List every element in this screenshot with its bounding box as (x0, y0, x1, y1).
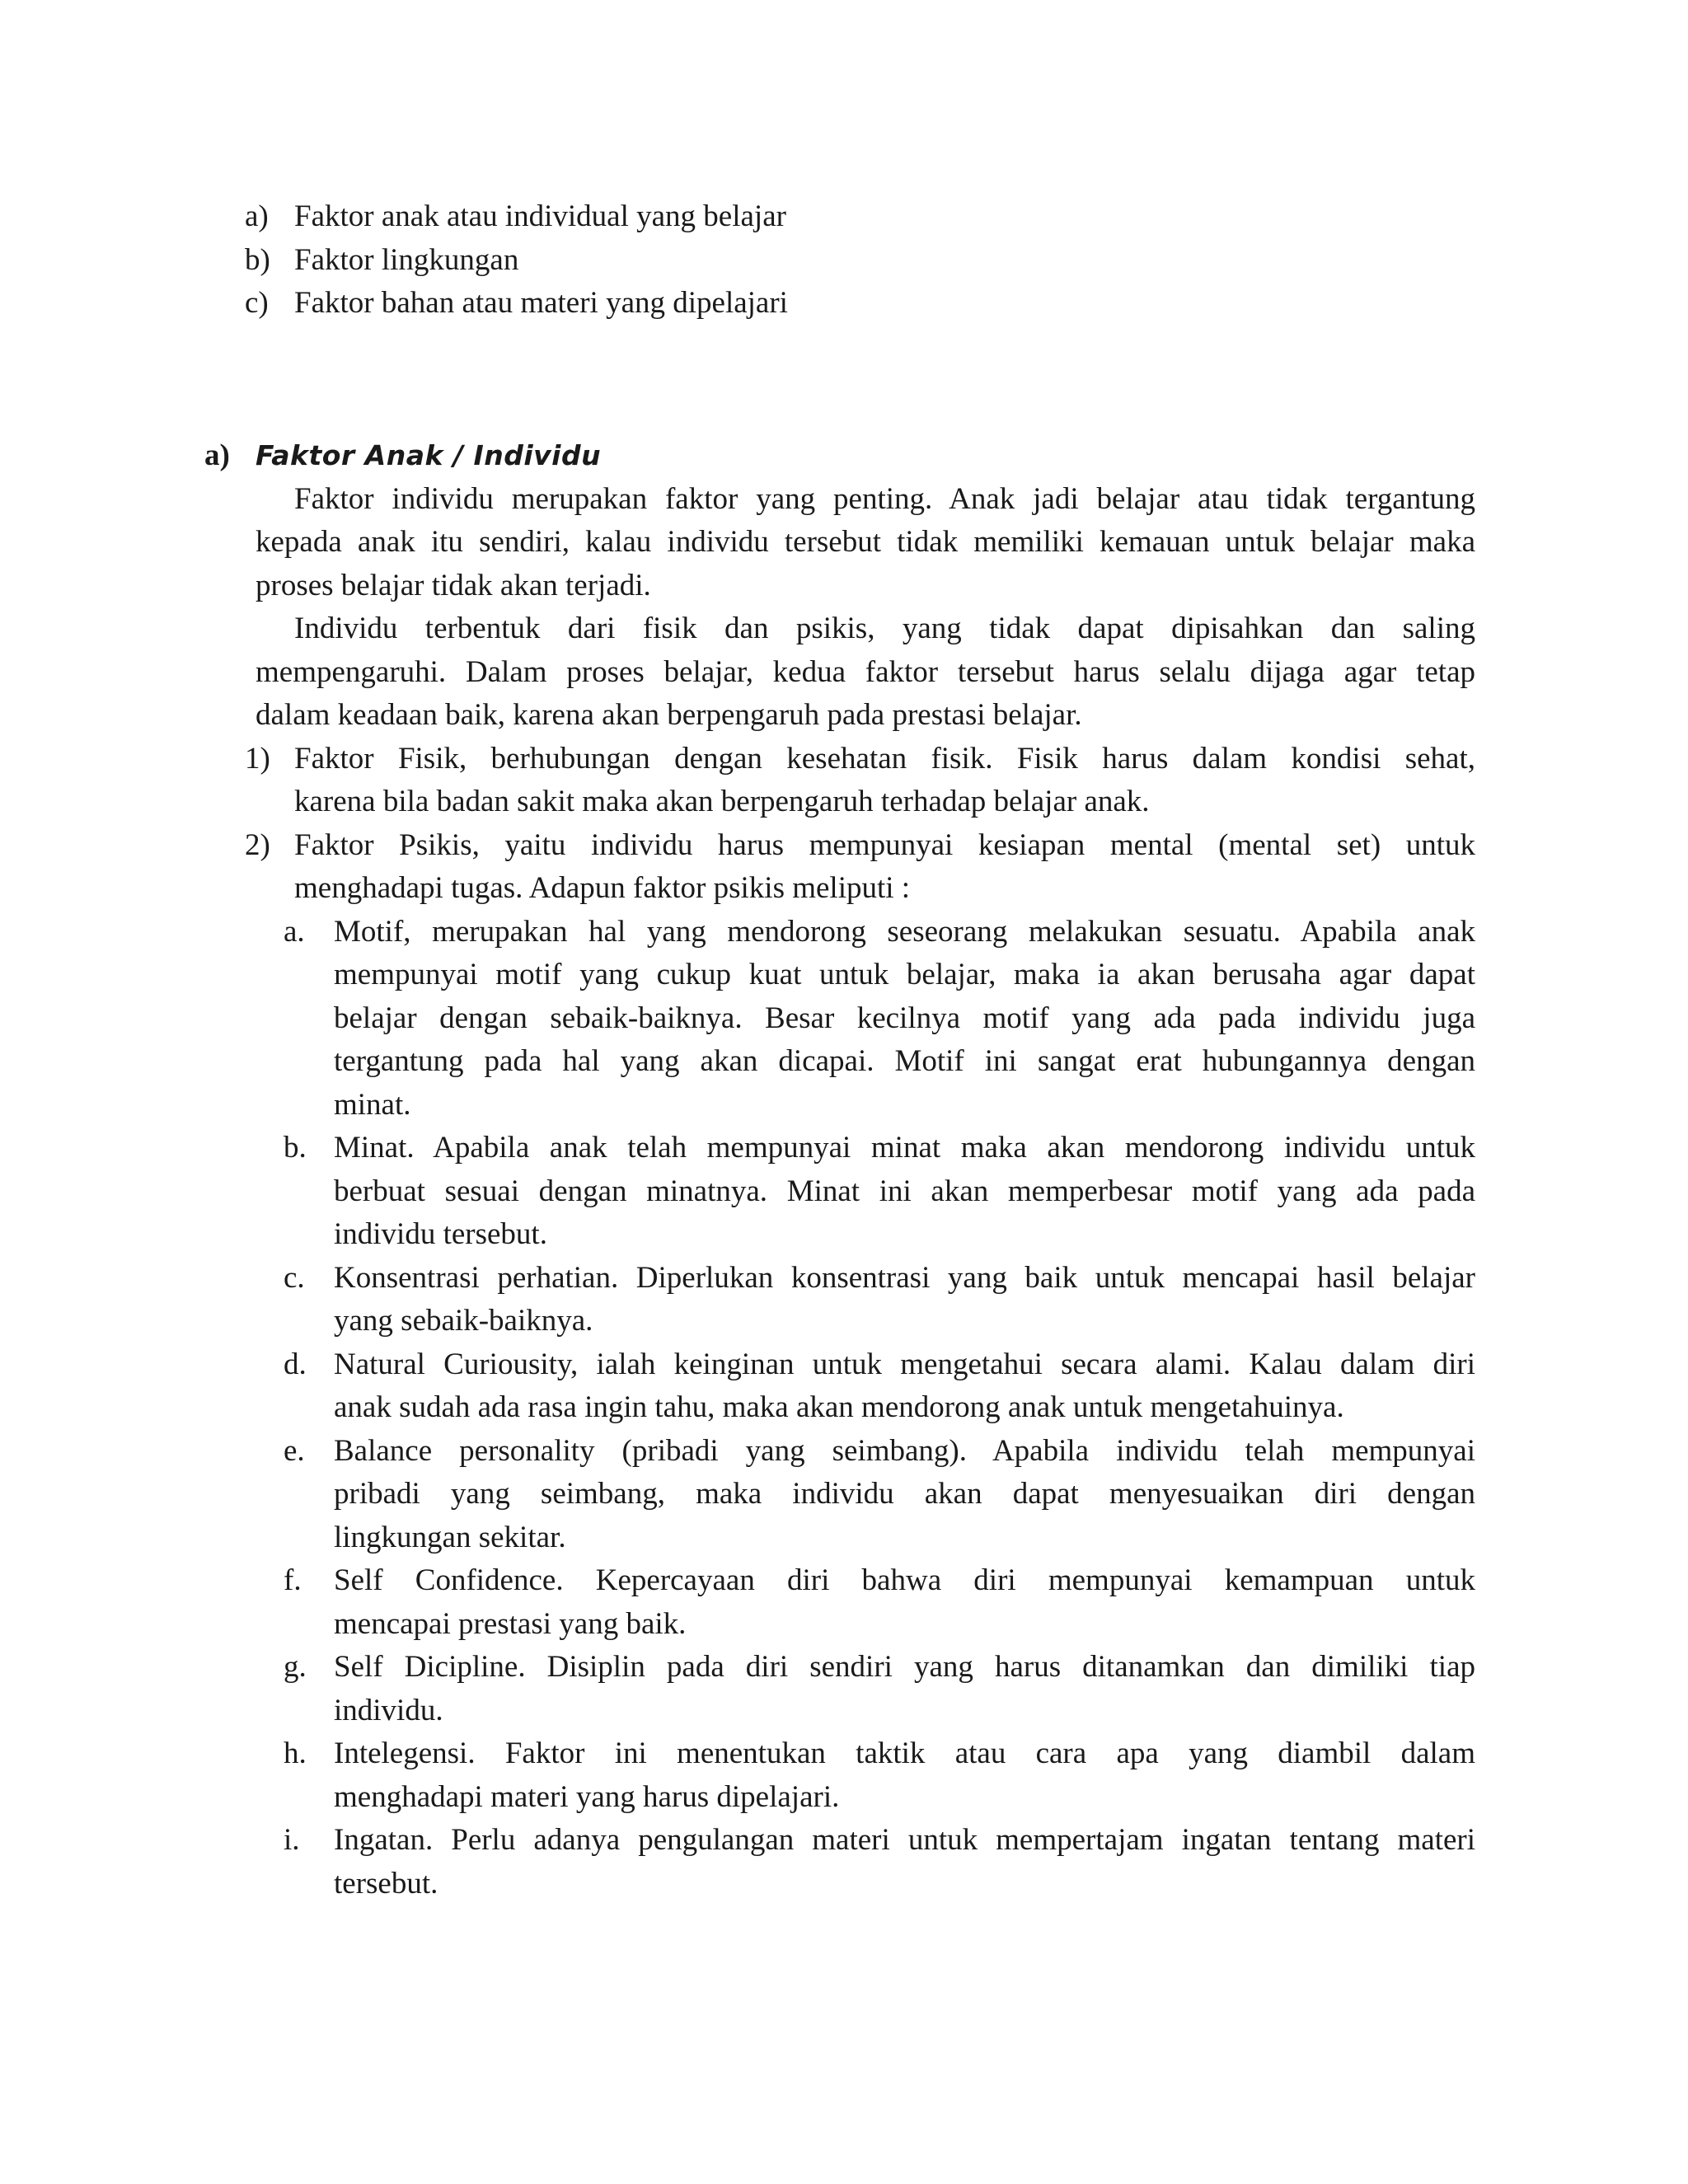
psikis-item-label: a. (284, 915, 305, 949)
paragraph-line: Individu terbentuk dari fisik dan psikis, yang tidak dapat dipisahkan dan saling (294, 612, 1475, 645)
psikis-item-line: anak sudah ada rasa ingin tahu, maka akan mendorong anak untuk mengetahuinya. (334, 1390, 1344, 1424)
intro-item-label: b) (245, 243, 270, 277)
psikis-item-line: lingkungan sekitar. (334, 1521, 566, 1554)
psikis-item-label: c. (284, 1261, 305, 1295)
psikis-item-line: Natural Curiousity, ialah keinginan untuk mengetahui secara alami. Kalau dalam diri (334, 1347, 1475, 1381)
numbered-item-line: Faktor Fisik, berhubungan dengan kesehatan fisik. Fisik harus dalam kondisi sehat, (294, 742, 1475, 776)
numbered-item-label: 2) (245, 828, 270, 862)
section-title: Faktor Anak / Individu (256, 439, 602, 471)
intro-item-text: Faktor anak atau individual yang belajar (294, 199, 786, 233)
psikis-item-label: i. (284, 1823, 300, 1857)
psikis-item-line: Self Confidence. Kepercayaan diri bahwa diri mempunyai kemampuan untuk (334, 1563, 1475, 1597)
intro-item-label: c) (245, 286, 269, 320)
paragraph-line: dalam keadaan baik, karena akan berpengaruh pada prestasi belajar. (256, 698, 1082, 732)
psikis-item-line: berbuat sesuai dengan minatnya. Minat ini akan memperbesar motif yang ada pada (334, 1174, 1475, 1208)
psikis-item-label: f. (284, 1563, 302, 1597)
numbered-item-line: Faktor Psikis, yaitu individu harus mempunyai kesiapan mental (mental set) untuk (294, 828, 1475, 862)
psikis-item-line: tergantung pada hal yang akan dicapai. Motif ini sangat erat hubungannya dengan (334, 1044, 1475, 1078)
psikis-item-line: mempunyai motif yang cukup kuat untuk belajar, maka ia akan berusaha agar dapat (334, 958, 1475, 991)
psikis-item-line: minat. (334, 1088, 411, 1122)
numbered-item-line: karena bila badan sakit maka akan berpengaruh terhadap belajar anak. (294, 785, 1150, 818)
psikis-item-label: g. (284, 1650, 307, 1684)
psikis-item-line: Intelegensi. Faktor ini menentukan taktik atau cara apa yang diambil dalam (334, 1736, 1475, 1770)
psikis-item-line: Self Dicipline. Disiplin pada diri sendiri yang harus ditanamkan dan dimiliki tiap (334, 1650, 1475, 1684)
psikis-item-line: Konsentrasi perhatian. Diperlukan konsentrasi yang baik untuk mencapai hasil belajar (334, 1261, 1475, 1295)
psikis-item-label: b. (284, 1131, 307, 1165)
psikis-item-line: belajar dengan sebaik-baiknya. Besar kecilnya motif yang ada pada individu juga (334, 1001, 1475, 1035)
intro-item-label: a) (245, 199, 269, 233)
intro-item-text: Faktor bahan atau materi yang dipelajari (294, 286, 788, 320)
numbered-item-line: menghadapi tugas. Adapun faktor psikis meliputi : (294, 871, 911, 905)
psikis-item-label: e. (284, 1434, 305, 1468)
paragraph-line: proses belajar tidak akan terjadi. (256, 569, 651, 602)
psikis-item-line: mencapai prestasi yang baik. (334, 1607, 687, 1641)
psikis-item-line: Ingatan. Perlu adanya pengulangan materi untuk mempertajam ingatan tentang materi (334, 1823, 1475, 1857)
paragraph-line: kepada anak itu sendiri, kalau individu tersebut tidak memiliki kemauan untuk belajar maka (256, 525, 1475, 559)
psikis-item-line: yang sebaik-baiknya. (334, 1304, 593, 1338)
section-label: a) (204, 438, 230, 472)
paragraph-line: mempengaruhi. Dalam proses belajar, kedua faktor tersebut harus selalu dijaga agar tetap (256, 655, 1475, 689)
psikis-item-label: d. (284, 1347, 307, 1381)
psikis-item-line: individu tersebut. (334, 1217, 547, 1251)
psikis-item-label: h. (284, 1736, 307, 1770)
psikis-item-line: Motif, merupakan hal yang mendorong seseorang melakukan sesuatu. Apabila anak (334, 915, 1475, 949)
intro-item-text: Faktor lingkungan (294, 243, 519, 277)
numbered-item-label: 1) (245, 742, 270, 776)
psikis-item-line: pribadi yang seimbang, maka individu akan dapat menyesuaikan diri dengan (334, 1477, 1475, 1511)
psikis-item-line: Balance personality (pribadi yang seimbang). Apabila individu telah mempunyai (334, 1434, 1475, 1468)
psikis-item-line: Minat. Apabila anak telah mempunyai minat maka akan mendorong individu untuk (334, 1131, 1475, 1165)
psikis-item-line: tersebut. (334, 1867, 438, 1900)
psikis-item-line: menghadapi materi yang harus dipelajari. (334, 1780, 840, 1814)
psikis-item-line: individu. (334, 1694, 443, 1727)
paragraph-line: Faktor individu merupakan faktor yang penting. Anak jadi belajar atau tidak tergantung (294, 482, 1475, 516)
